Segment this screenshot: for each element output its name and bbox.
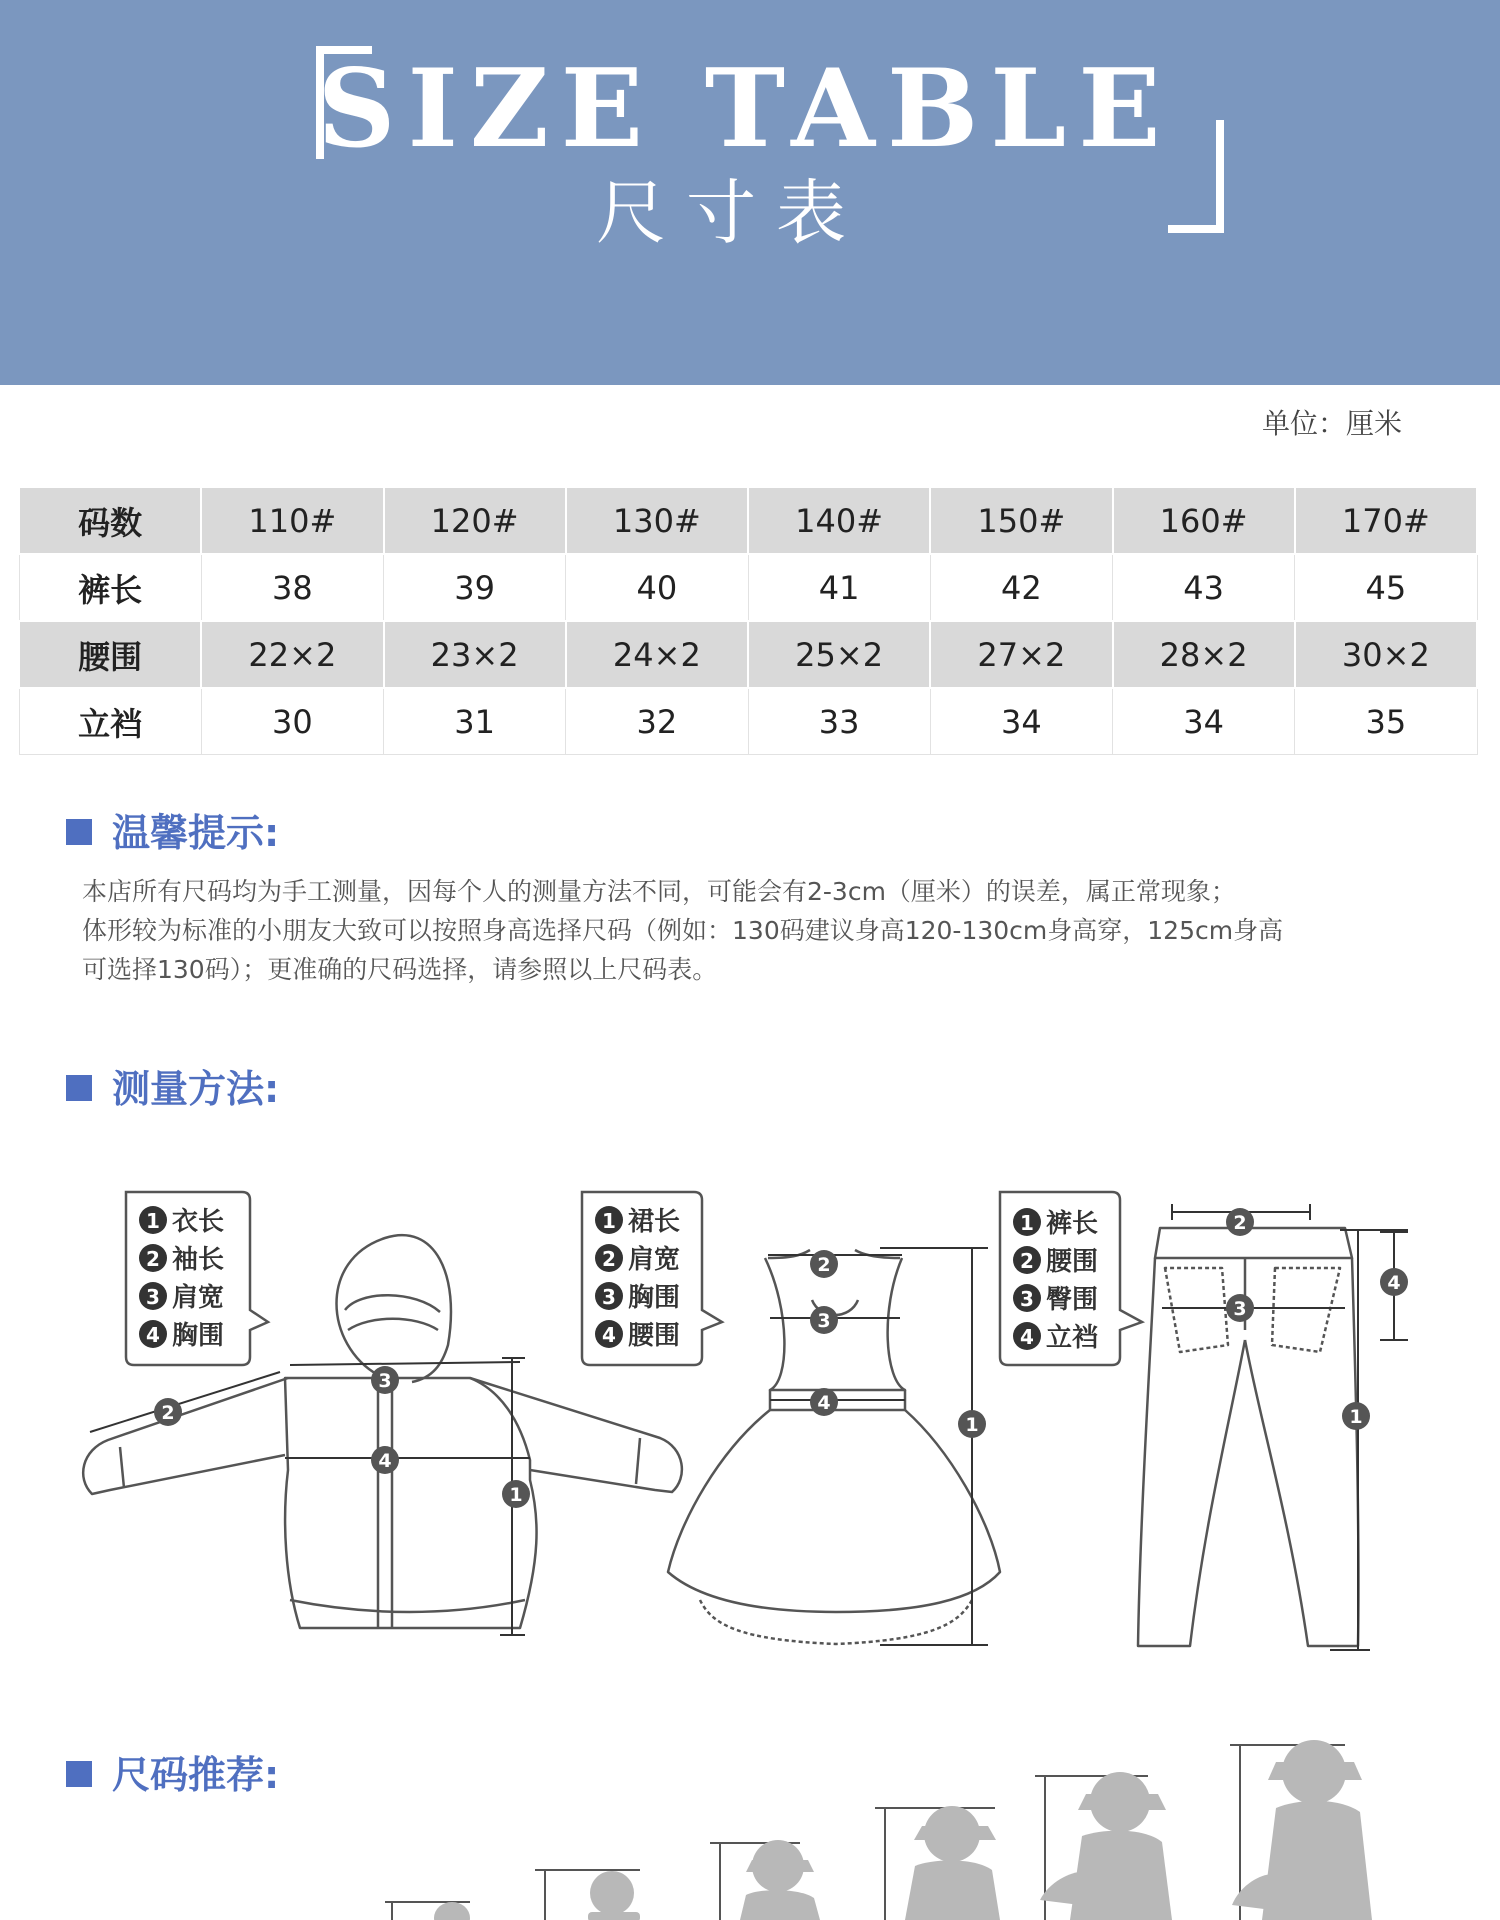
child-silhouette bbox=[1232, 1740, 1372, 1920]
marker-number: 4 bbox=[146, 1323, 160, 1347]
table-cell: 43 bbox=[1113, 554, 1295, 621]
table-cell: 24×2 bbox=[566, 621, 748, 688]
legend-label: 肩宽 bbox=[628, 1245, 681, 1275]
tips-text bbox=[82, 872, 1422, 989]
legend-label: 裙长 bbox=[628, 1207, 681, 1237]
marker-number: 2 bbox=[602, 1247, 616, 1271]
marker-number: 3 bbox=[378, 1370, 392, 1392]
table-header-cell: 130# bbox=[566, 487, 748, 554]
table-row-label: 腰围 bbox=[19, 621, 201, 688]
recommend-heading-text: 尺码推荐: bbox=[112, 1753, 280, 1797]
table-cell: 40 bbox=[566, 554, 748, 621]
table-cell: 31 bbox=[384, 688, 566, 755]
table-header-cell: 码数 bbox=[19, 487, 201, 554]
table-cell: 39 bbox=[384, 554, 566, 621]
table-header-row bbox=[19, 487, 1477, 554]
table-cell: 45 bbox=[1295, 554, 1477, 621]
tips-line: 本店所有尺码均为手工测量，因每个人的测量方法不同，可能会有2-3cm（厘米）的误差，属正常现象； bbox=[82, 877, 1236, 906]
legend-label: 胸围 bbox=[628, 1283, 681, 1313]
height-markers bbox=[385, 1745, 1345, 1920]
table-cell: 42 bbox=[930, 554, 1112, 621]
legend-label: 袖长 bbox=[172, 1245, 225, 1275]
child-silhouettes bbox=[434, 1740, 1372, 1920]
marker-number: 3 bbox=[1020, 1287, 1034, 1311]
title-chinese: 尺寸表 bbox=[596, 172, 866, 254]
table-header-cell: 150# bbox=[930, 487, 1112, 554]
unit-label: 单位：厘米 bbox=[1261, 407, 1402, 440]
table-header-cell: 140# bbox=[748, 487, 930, 554]
child-silhouette bbox=[740, 1840, 820, 1920]
table-cell: 25×2 bbox=[748, 621, 930, 688]
table-cell: 23×2 bbox=[384, 621, 566, 688]
marker-number: 3 bbox=[602, 1285, 616, 1309]
square-bullet-icon bbox=[66, 1075, 92, 1101]
table-header-cell: 160# bbox=[1113, 487, 1295, 554]
tips-heading bbox=[66, 802, 279, 857]
table-cell: 34 bbox=[930, 688, 1112, 755]
pants-illustration bbox=[1138, 1228, 1358, 1646]
legend-label: 立裆 bbox=[1046, 1323, 1099, 1353]
table-cell: 38 bbox=[201, 554, 383, 621]
marker-number: 2 bbox=[817, 1254, 831, 1276]
child-silhouette bbox=[434, 1902, 470, 1920]
header-banner bbox=[0, 0, 1500, 385]
table-row-label: 裤长 bbox=[19, 554, 201, 621]
legend-label: 腰围 bbox=[1046, 1247, 1099, 1277]
title-english: SIZE TABLE bbox=[317, 46, 1173, 172]
legend-label: 胸围 bbox=[172, 1321, 225, 1351]
table-cell: 30×2 bbox=[1295, 621, 1477, 688]
legend-label: 衣长 bbox=[172, 1207, 225, 1237]
tips-heading-text: 温馨提示: bbox=[112, 811, 280, 855]
size-table bbox=[18, 486, 1478, 755]
tips-line: 体形较为标准的小朋友大致可以按照身高选择尺码（例如：130码建议身高120-130cm身高穿，125cm身高 bbox=[82, 916, 1284, 945]
measure-heading bbox=[66, 1058, 279, 1113]
marker-number: 1 bbox=[965, 1414, 979, 1436]
table-header-cell: 120# bbox=[384, 487, 566, 554]
table-row-label: 立裆 bbox=[19, 688, 201, 755]
table-row bbox=[19, 621, 1477, 688]
marker-number: 4 bbox=[1020, 1325, 1034, 1349]
measure-heading-text: 测量方法: bbox=[112, 1067, 280, 1111]
child-silhouette bbox=[905, 1806, 1000, 1920]
marker-number: 2 bbox=[146, 1247, 160, 1271]
tips-line: 可选择130码）；更准确的尺码选择，请参照以上尺码表。 bbox=[82, 955, 718, 984]
marker-number: 1 bbox=[602, 1209, 616, 1233]
marker-number: 2 bbox=[161, 1402, 175, 1424]
child-silhouette bbox=[1040, 1772, 1172, 1920]
marker-number: 1 bbox=[1349, 1406, 1363, 1428]
table-cell: 30 bbox=[201, 688, 383, 755]
dress-illustration bbox=[668, 1250, 1000, 1644]
child-silhouette bbox=[588, 1871, 640, 1920]
table-cell: 32 bbox=[566, 688, 748, 755]
marker-number: 3 bbox=[146, 1285, 160, 1309]
marker-number: 1 bbox=[1020, 1211, 1034, 1235]
marker-number: 3 bbox=[1233, 1298, 1247, 1320]
table-cell: 34 bbox=[1113, 688, 1295, 755]
marker-number: 4 bbox=[817, 1392, 831, 1414]
marker-number: 3 bbox=[817, 1310, 831, 1332]
legend-label: 裤长 bbox=[1046, 1209, 1099, 1239]
marker-number: 4 bbox=[1387, 1272, 1401, 1294]
table-cell: 33 bbox=[748, 688, 930, 755]
table-row bbox=[19, 688, 1477, 755]
table-header-cell: 110# bbox=[201, 487, 383, 554]
legend-label: 腰围 bbox=[628, 1321, 681, 1351]
table-cell: 28×2 bbox=[1113, 621, 1295, 688]
legend-label: 肩宽 bbox=[172, 1283, 225, 1313]
legend-label: 臀围 bbox=[1046, 1285, 1099, 1315]
table-header-cell: 170# bbox=[1295, 487, 1477, 554]
table-cell: 41 bbox=[748, 554, 930, 621]
square-bullet-icon bbox=[66, 819, 92, 845]
marker-number: 4 bbox=[378, 1450, 392, 1472]
height-silhouettes bbox=[0, 1730, 1500, 1920]
table-cell: 27×2 bbox=[930, 621, 1112, 688]
marker-number: 2 bbox=[1020, 1249, 1034, 1273]
table-cell: 35 bbox=[1295, 688, 1477, 755]
marker-number: 4 bbox=[602, 1323, 616, 1347]
marker-number: 1 bbox=[509, 1484, 523, 1506]
marker-number: 2 bbox=[1233, 1212, 1247, 1234]
marker-number: 1 bbox=[146, 1209, 160, 1233]
measurement-diagram bbox=[0, 1180, 1500, 1680]
table-row bbox=[19, 554, 1477, 621]
table-cell: 22×2 bbox=[201, 621, 383, 688]
